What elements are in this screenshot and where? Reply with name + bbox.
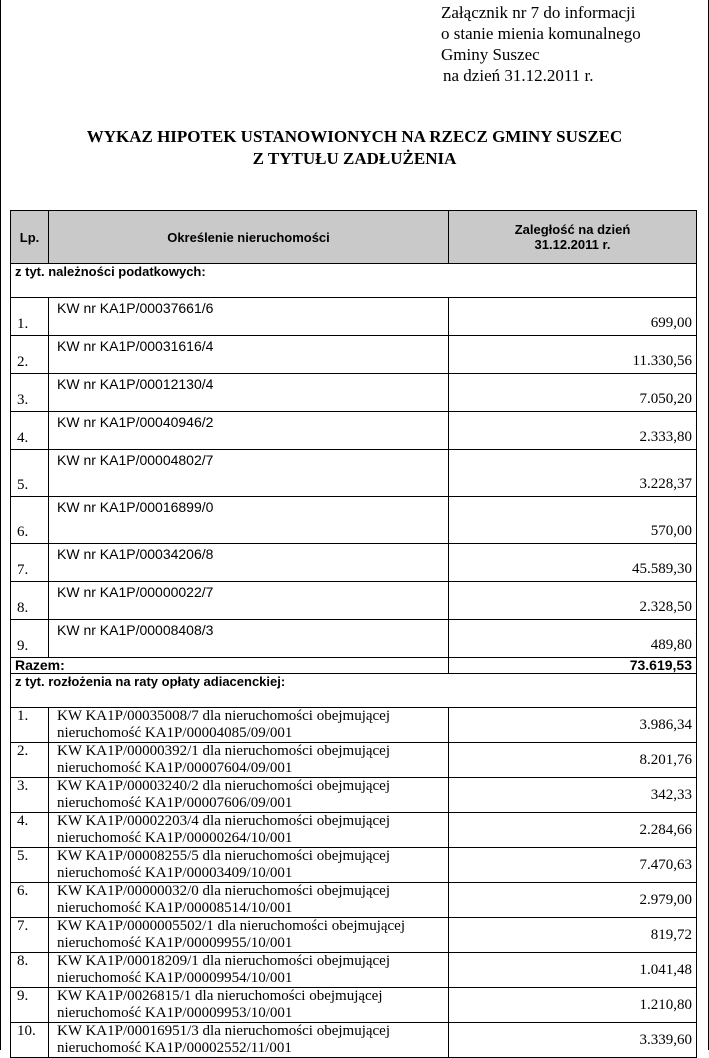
row-lp: 7. — [11, 918, 49, 953]
row-description: KW nr KA1P/00037661/6 — [49, 298, 449, 336]
table-row — [11, 813, 697, 848]
header-amount-line-1: Zaległość na dzień — [514, 222, 631, 237]
row-description — [49, 708, 449, 743]
table-row — [11, 497, 697, 544]
row-lp: 7. — [11, 544, 49, 582]
table-row — [11, 883, 697, 918]
table-row — [11, 778, 697, 813]
row-lp: 8. — [11, 582, 49, 620]
row-lp: 8. — [11, 953, 49, 988]
row-description — [49, 918, 449, 953]
total-label: Razem: — [11, 658, 449, 674]
row-amount: 3.339,60 — [449, 1023, 697, 1058]
table-row — [11, 708, 697, 743]
row-description: KW nr KA1P/00034206/8 — [49, 544, 449, 582]
row-amount: 11.330,56 — [449, 336, 697, 374]
row-description: KW nr KA1P/00012130/4 — [49, 374, 449, 412]
row-lp: 9. — [11, 988, 49, 1023]
row-lp: 4. — [11, 412, 49, 450]
document-title — [0, 126, 709, 170]
row-amount: 45.589,30 — [449, 544, 697, 582]
row-description-line-2: nieruchomość KA1P/00009955/10/001 — [57, 935, 293, 951]
row-lp: 3. — [11, 778, 49, 813]
row-description — [49, 848, 449, 883]
row-amount: 342,33 — [449, 778, 697, 813]
row-description-line-2: nieruchomość KA1P/00002552/11/001 — [57, 1040, 292, 1056]
row-lp: 5. — [11, 450, 49, 497]
row-lp: 10. — [11, 1023, 49, 1058]
row-description-line-1: KW KA1P/00000032/0 dla nieruchomości obejmującej — [57, 883, 390, 899]
section-row — [11, 674, 697, 708]
title-line-1: WYKAZ HIPOTEK USTANOWIONYCH NA RZECZ GMINY SUSZEC — [86, 127, 623, 146]
section-row — [11, 264, 697, 298]
table-row — [11, 450, 697, 497]
row-description-line-1: KW KA1P/0000005502/1 dla nieruchomości obejmującej — [57, 918, 405, 934]
row-lp: 4. — [11, 813, 49, 848]
mortgage-table — [10, 210, 697, 1058]
row-amount: 2.979,00 — [449, 883, 697, 918]
row-lp: 2. — [11, 336, 49, 374]
row-description-line-2: nieruchomość KA1P/00009953/10/001 — [57, 1005, 293, 1021]
row-description: KW nr KA1P/00040946/2 — [49, 412, 449, 450]
row-amount: 570,00 — [449, 497, 697, 544]
section-label-tax: z tyt. należności podatkowych: — [11, 264, 697, 298]
table-row — [11, 1023, 697, 1058]
row-description-line-1: KW KA1P/00018209/1 dla nieruchomości obejmującej — [57, 953, 390, 969]
row-description — [49, 743, 449, 778]
row-lp: 5. — [11, 848, 49, 883]
header-amount-line-2: 31.12.2011 r. — [534, 237, 611, 252]
row-description — [49, 988, 449, 1023]
row-lp: 2. — [11, 743, 49, 778]
row-description-line-2: nieruchomość KA1P/00004085/09/001 — [57, 725, 293, 741]
row-description: KW nr KA1P/00004802/7 — [49, 450, 449, 497]
row-amount: 3.986,34 — [449, 708, 697, 743]
row-description-line-2: nieruchomość KA1P/00008514/10/001 — [57, 900, 293, 916]
annex-line-2: o stanie mienia komunalnego — [441, 24, 641, 43]
row-description: KW nr KA1P/00000022/7 — [49, 582, 449, 620]
row-description: KW nr KA1P/00016899/0 — [49, 497, 449, 544]
table-row — [11, 743, 697, 778]
table-row — [11, 620, 697, 658]
table-row — [11, 298, 697, 336]
row-amount: 699,00 — [449, 298, 697, 336]
row-description — [49, 1023, 449, 1058]
row-amount: 1.210,80 — [449, 988, 697, 1023]
row-description-line-2: nieruchomość KA1P/00009954/10/001 — [57, 970, 293, 986]
row-description — [49, 813, 449, 848]
header-lp: Lp. — [11, 211, 49, 264]
row-amount: 819,72 — [449, 918, 697, 953]
header-amount — [449, 211, 697, 264]
section-label-adjacency-fee: z tyt. rozłożenia na raty opłaty adiacenckiej: — [11, 674, 697, 708]
row-lp: 1. — [11, 708, 49, 743]
row-description — [49, 883, 449, 918]
header-description: Określenie nieruchomości — [49, 211, 449, 264]
row-description-line-1: KW KA1P/00003240/2 dla nieruchomości obejmującej — [57, 778, 390, 794]
table-header-row — [11, 211, 697, 264]
row-amount: 8.201,76 — [449, 743, 697, 778]
row-amount: 1.041,48 — [449, 953, 697, 988]
table-row — [11, 374, 697, 412]
row-description: KW nr KA1P/00031616/4 — [49, 336, 449, 374]
row-lp: 6. — [11, 883, 49, 918]
row-amount: 7.050,20 — [449, 374, 697, 412]
row-description-line-1: KW KA1P/00000392/1 dla nieruchomości obejmującej — [57, 743, 390, 759]
title-line-2: Z TYTUŁU ZADŁUŻENIA — [252, 149, 457, 168]
row-description-line-2: nieruchomość KA1P/00003409/10/001 — [57, 865, 293, 881]
row-amount: 2.284,66 — [449, 813, 697, 848]
table-row — [11, 988, 697, 1023]
row-lp: 6. — [11, 497, 49, 544]
table-row — [11, 918, 697, 953]
annex-date-line: na dzień 31.12.2011 r. — [443, 66, 594, 85]
total-amount: 73.619,53 — [449, 658, 697, 674]
table-row — [11, 953, 697, 988]
table-row — [11, 412, 697, 450]
row-description-line-2: nieruchomość KA1P/00007606/09/001 — [57, 795, 293, 811]
row-lp: 9. — [11, 620, 49, 658]
annex-note — [441, 2, 641, 86]
row-lp: 1. — [11, 298, 49, 336]
annex-line-3: Gminy Suszec — [441, 45, 540, 64]
annex-line-1: Załącznik nr 7 do informacji — [441, 3, 636, 22]
row-description — [49, 953, 449, 988]
total-row — [11, 658, 697, 674]
row-description: KW nr KA1P/00008408/3 — [49, 620, 449, 658]
table-row — [11, 582, 697, 620]
row-description-line-1: KW KA1P/0026815/1 dla nieruchomości obejmującej — [57, 988, 383, 1004]
row-amount: 7.470,63 — [449, 848, 697, 883]
row-description-line-1: KW KA1P/00035008/7 dla nieruchomości obejmującej — [57, 708, 390, 724]
row-amount: 3.228,37 — [449, 450, 697, 497]
row-description-line-1: KW KA1P/00016951/3 dla nieruchomości obejmującej — [57, 1023, 390, 1039]
row-amount: 2.333,80 — [449, 412, 697, 450]
table-row — [11, 544, 697, 582]
row-amount: 489,80 — [449, 620, 697, 658]
row-description-line-2: nieruchomość KA1P/00000264/10/001 — [57, 830, 293, 846]
row-lp: 3. — [11, 374, 49, 412]
table-row — [11, 336, 697, 374]
row-description-line-2: nieruchomość KA1P/00007604/09/001 — [57, 760, 293, 776]
table-row — [11, 848, 697, 883]
row-description — [49, 778, 449, 813]
row-amount: 2.328,50 — [449, 582, 697, 620]
row-description-line-1: KW KA1P/00002203/4 dla nieruchomości obejmującej — [57, 813, 390, 829]
row-description-line-1: KW KA1P/00008255/5 dla nieruchomości obejmującej — [57, 848, 390, 864]
